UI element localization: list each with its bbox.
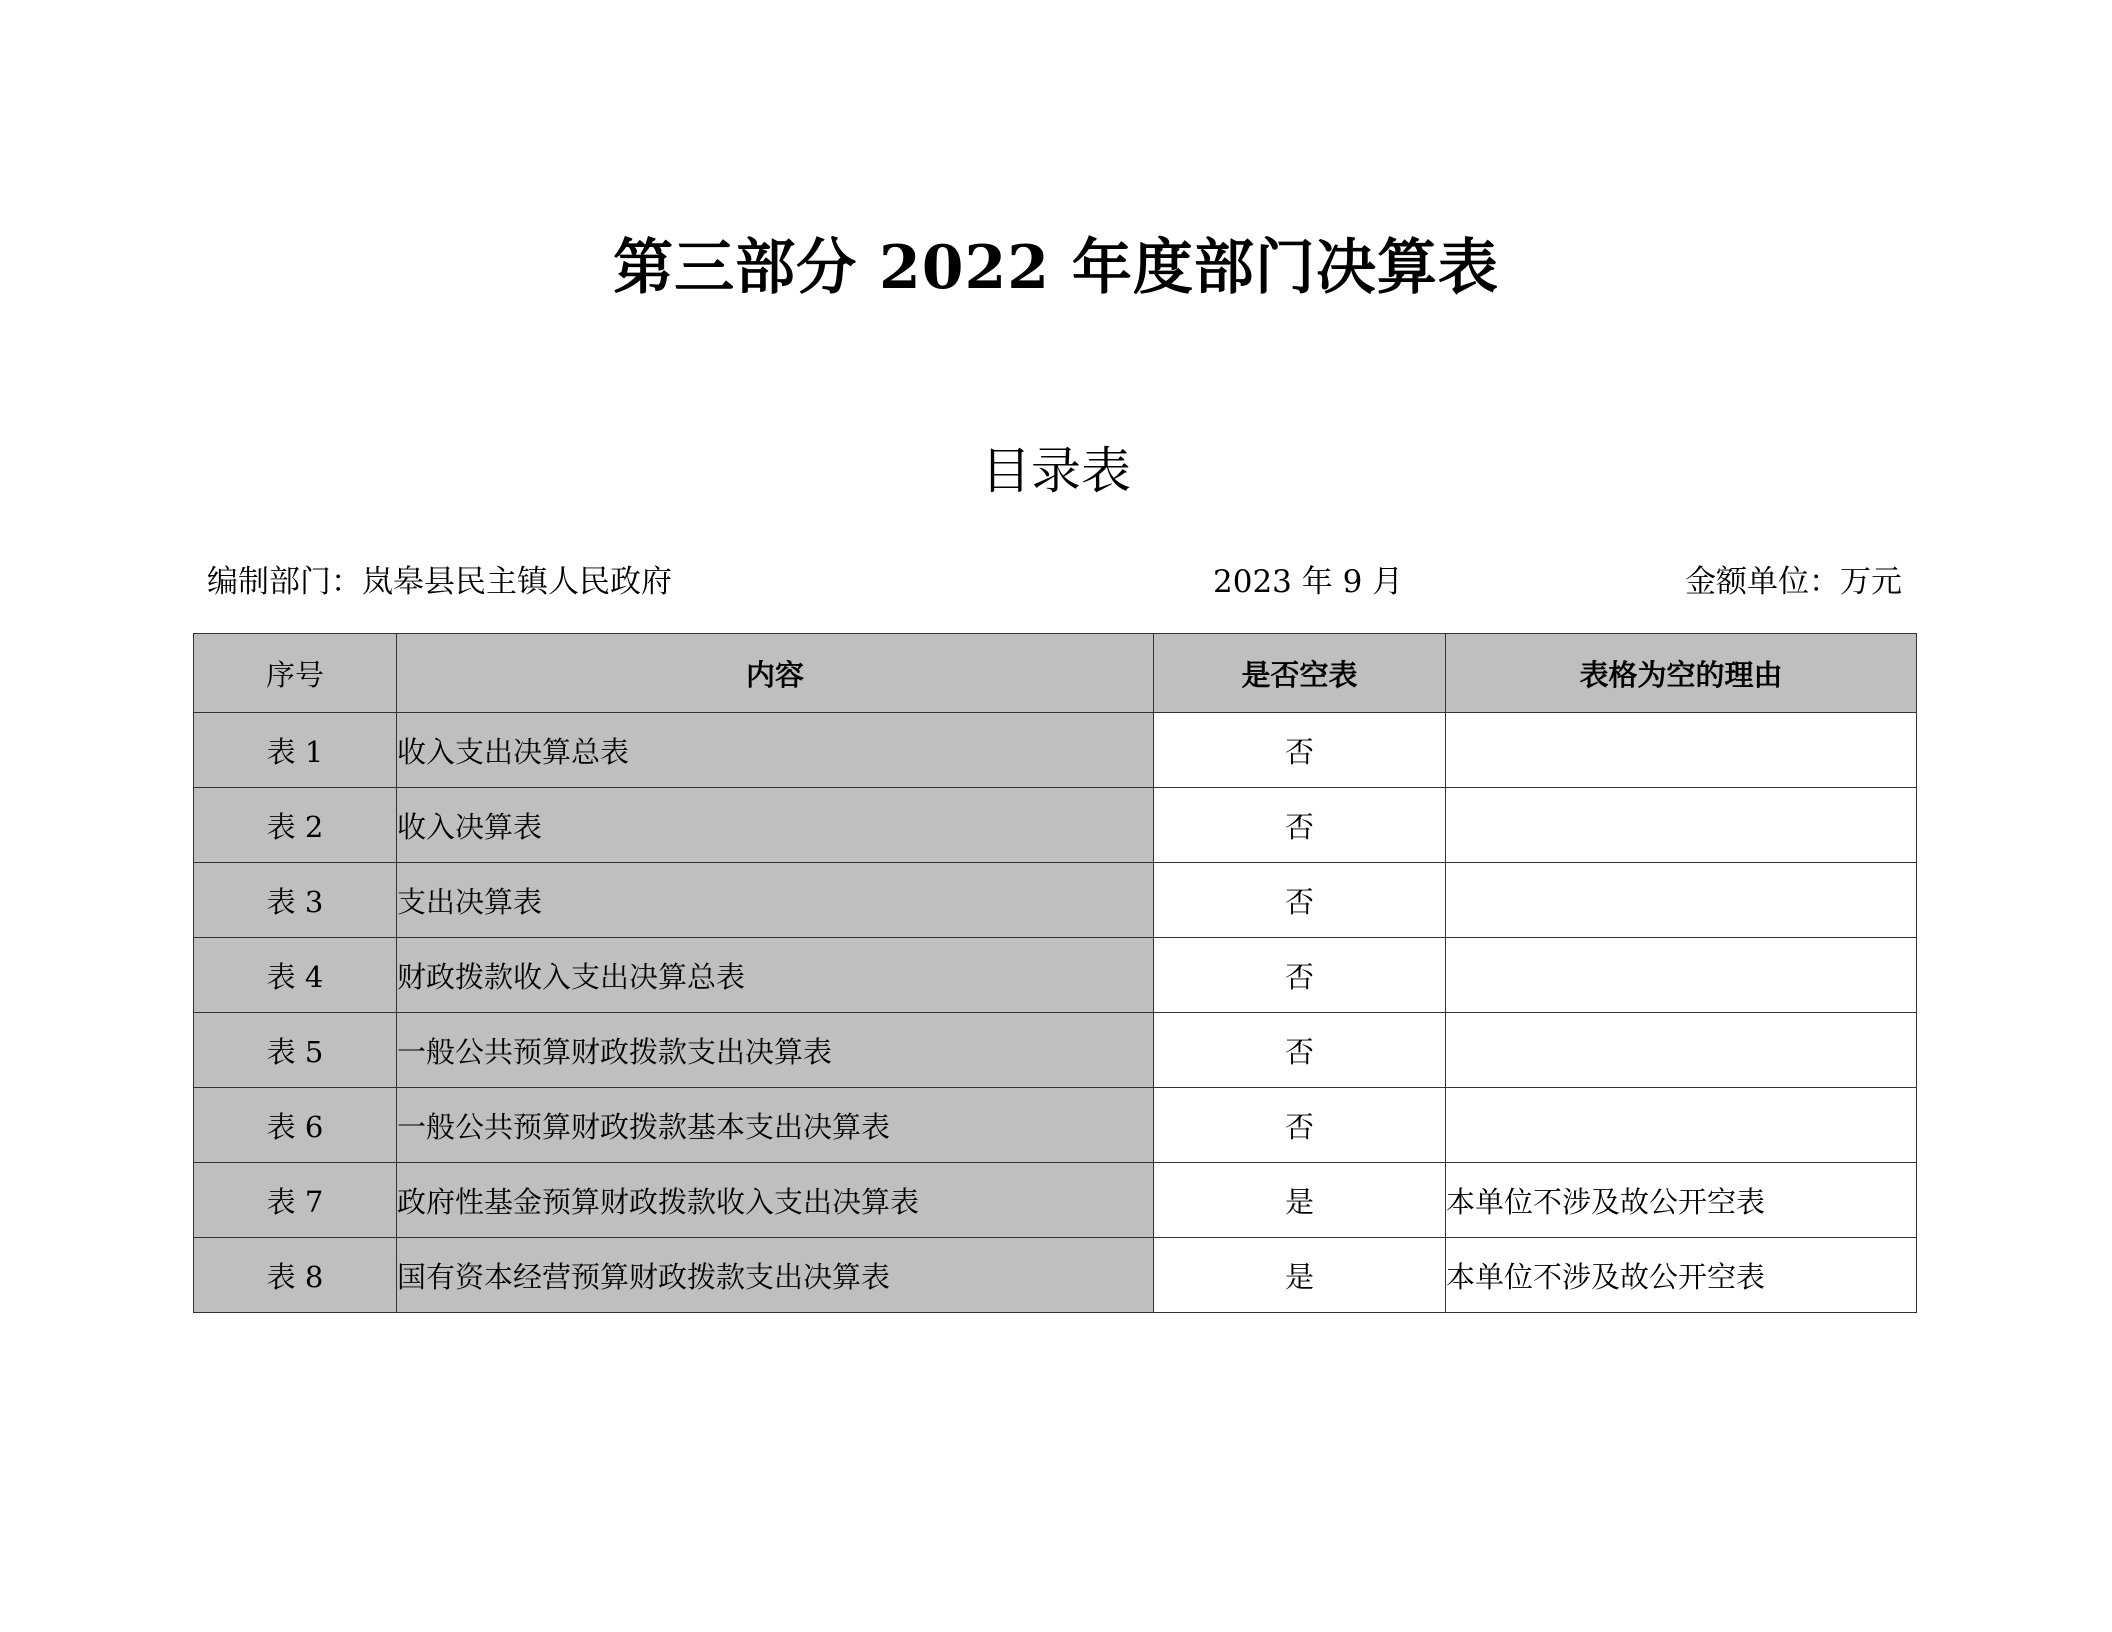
table-row	[194, 938, 1917, 1013]
table-header-row	[194, 634, 1917, 713]
row-empty-reason	[1446, 863, 1917, 938]
row-empty-reason	[1446, 713, 1917, 788]
row-empty-reason: 本单位不涉及故公开空表	[1446, 1238, 1917, 1313]
row-serial-number: 表 1	[194, 713, 397, 788]
header-is-empty: 是否空表	[1154, 634, 1446, 713]
row-is-empty: 否	[1154, 938, 1446, 1013]
row-serial-number: 表 2	[194, 788, 397, 863]
header-empty-reason: 表格为空的理由	[1446, 634, 1917, 713]
row-empty-reason	[1446, 938, 1917, 1013]
date-label: 2023 年 9 月	[1213, 564, 1404, 600]
row-is-empty: 是	[1154, 1163, 1446, 1238]
page-title: 第三部分 2022 年度部门决算表	[613, 233, 1499, 303]
row-empty-reason	[1446, 788, 1917, 863]
row-content: 收入决算表	[397, 788, 1154, 863]
row-empty-reason	[1446, 1088, 1917, 1163]
row-content: 收入支出决算总表	[397, 713, 1154, 788]
row-content: 财政拨款收入支出决算总表	[397, 938, 1154, 1013]
row-is-empty: 否	[1154, 863, 1446, 938]
row-content: 一般公共预算财政拨款支出决算表	[397, 1013, 1154, 1088]
row-is-empty: 否	[1154, 713, 1446, 788]
row-is-empty: 否	[1154, 788, 1446, 863]
table-row	[194, 1238, 1917, 1313]
table-row	[194, 713, 1917, 788]
catalog-table	[193, 633, 1917, 1313]
row-is-empty: 否	[1154, 1013, 1446, 1088]
department-label: 编制部门：岚皋县民主镇人民政府	[207, 564, 672, 600]
table-row	[194, 788, 1917, 863]
row-serial-number: 表 3	[194, 863, 397, 938]
catalog-subtitle: 目录表	[981, 442, 1131, 500]
row-content: 一般公共预算财政拨款基本支出决算表	[397, 1088, 1154, 1163]
row-content: 政府性基金预算财政拨款收入支出决算表	[397, 1163, 1154, 1238]
row-content: 国有资本经营预算财政拨款支出决算表	[397, 1238, 1154, 1313]
row-serial-number: 表 7	[194, 1163, 397, 1238]
table-row	[194, 863, 1917, 938]
row-serial-number: 表 6	[194, 1088, 397, 1163]
table-row	[194, 1163, 1917, 1238]
amount-unit-label: 金额单位：万元	[1685, 564, 1902, 600]
row-empty-reason: 本单位不涉及故公开空表	[1446, 1163, 1917, 1238]
row-serial-number: 表 4	[194, 938, 397, 1013]
table-row	[194, 1088, 1917, 1163]
row-is-empty: 否	[1154, 1088, 1446, 1163]
table-row	[194, 1013, 1917, 1088]
header-content: 内容	[397, 634, 1154, 713]
row-serial-number: 表 8	[194, 1238, 397, 1313]
row-is-empty: 是	[1154, 1238, 1446, 1313]
row-content: 支出决算表	[397, 863, 1154, 938]
row-serial-number: 表 5	[194, 1013, 397, 1088]
row-empty-reason	[1446, 1013, 1917, 1088]
header-serial-number: 序号	[194, 634, 397, 713]
